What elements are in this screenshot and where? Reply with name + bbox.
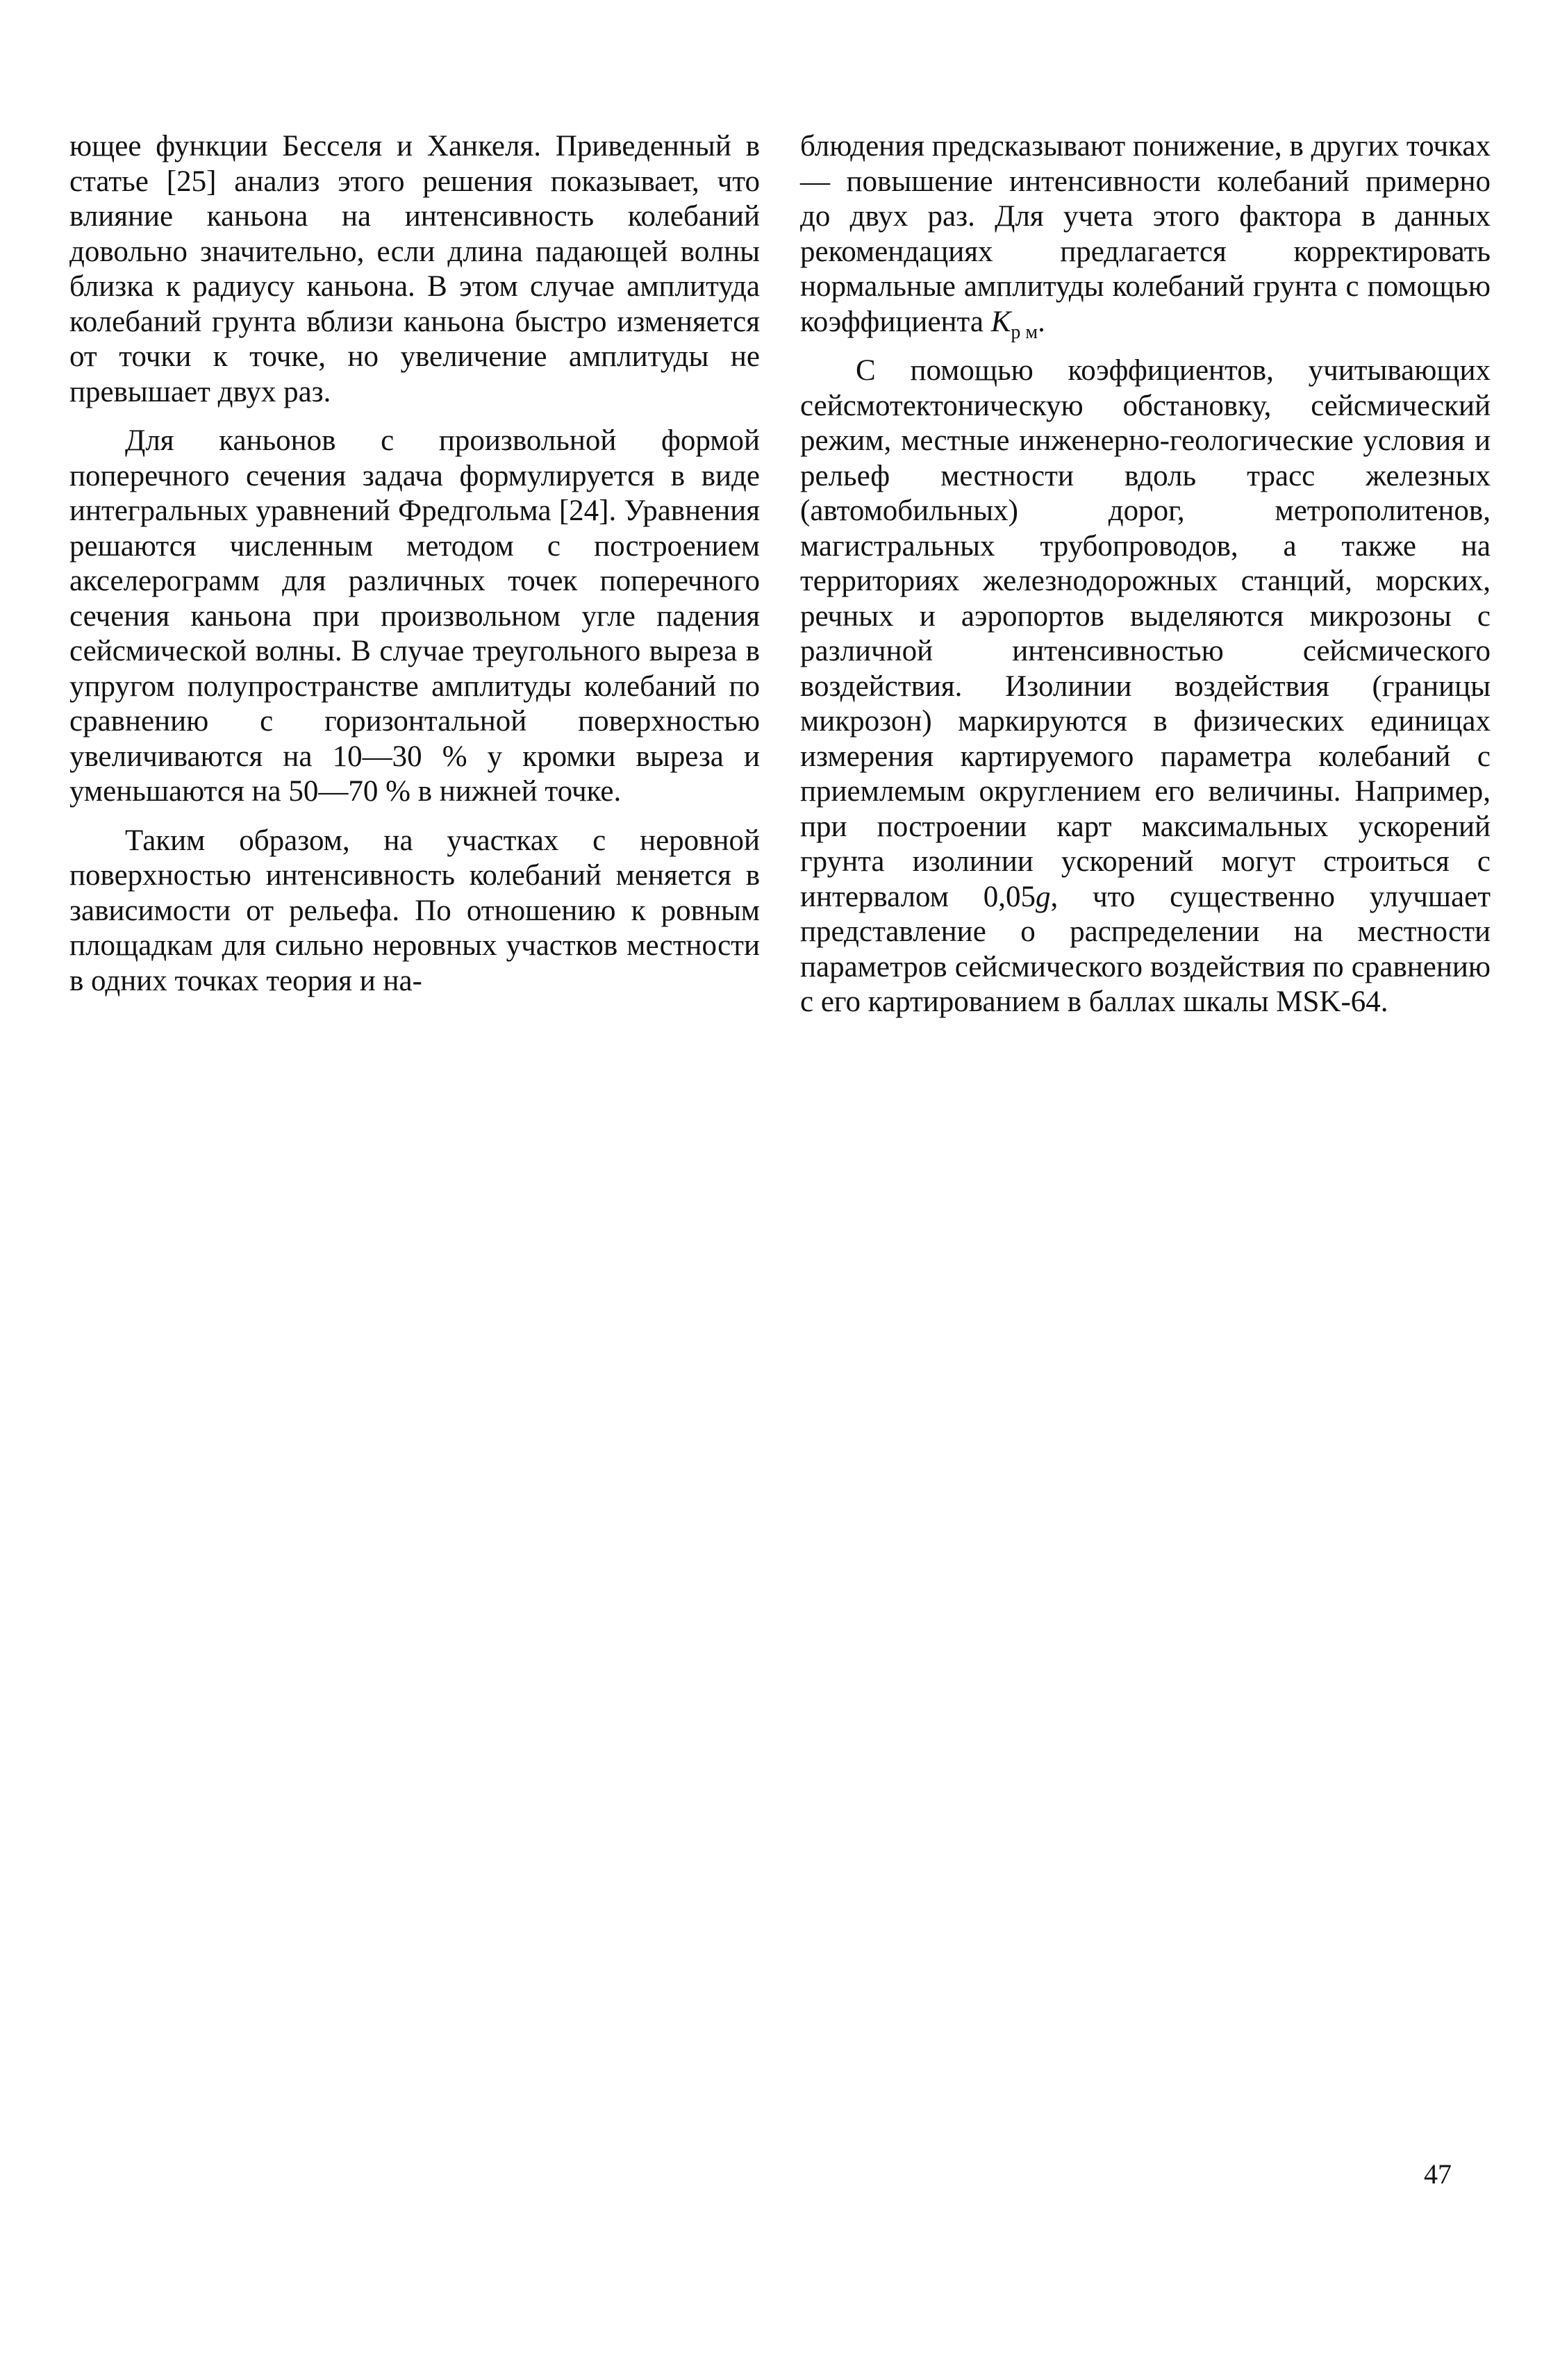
right-paragraph-1 [800,129,1491,343]
left-paragraph-3: Таким образом, на участках с неровной поверхностью интенсивность колебаний меняется в зависимости от рельефа. По отношению к ровным площадкам для сильно неровных участков местности в одних точках теория и на- [69,824,760,997]
left-column [69,129,760,1013]
left-paragraph-2: Для каньонов с произвольной формой поперечного сечения задача формулируется в виде интегральных уравнений Фредгольма [24]. Уравнения решаются численным методом с построением акселерограмм для различных точек поперечного сечения каньона при произвольном угле падения сейсмической волны. В случае треугольного выреза в упругом полупространстве амплитуды колебаний по сравнению с горизонтальной поверхностью увеличиваются на 10—30 % у кромки выреза и уменьшаются на 50—70 % в нижней точке. [69,424,760,808]
right-paragraph-2-text-b: , что существенно улучшает представление о распределении на местности параметров сейсмического воздействия по сравнению с его картированием в баллах шкалы MSK-64. [800,880,1491,1018]
left-paragraph-1: ющее функции Бесселя и Ханкеля. Приведенный в статье [25] анализ этого решения показывает, что влияние каньона на интенсивность колебаний довольно значительно, если длина падающей волны близка к радиусу каньона. В этом случае амплитуда колебаний грунта вблизи каньона быстро изменяется от точки к точке, но увеличение амплитуды не превышает двух раз. [69,130,760,408]
gravity-symbol: g [1035,880,1051,913]
coefficient-subscript: р м [1011,321,1038,343]
right-paragraph-1-text: блюдения предсказывают понижение, в других точках — повышение интенсивности колебаний примерно до двух раз. Для учета этого фактора в данных рекомендациях предлагается корректировать нормальные амплитуды колебаний грунта с помощью коэффициента [800,130,1491,338]
right-paragraph-2 [800,353,1491,1020]
page-number: 47 [1424,2158,1452,2190]
right-paragraph-2-text-a: С помощью коэффициентов, учитывающих сейсмотектоническую обстановку, сейсмический режим, местные инженерно-геологические условия и рельеф местности вдоль трасс железных (автомобильных) дорог, метрополитенов, магистральных трубопроводов, а также на территориях железнодорожных станций, морских, речных и аэропортов выделяются микрозоны с различной интенсивностью сейсмического воздействия. Изолинии воздействия (границы микрозон) маркируются в физических единицах измерения картируемого параметра колебаний с приемлемым округлением его величины. Например, при построении карт максимальных ускорений грунта изолинии ускорений могут строиться с интервалом 0,05 [800,354,1491,913]
right-column [800,129,1491,1034]
coefficient-symbol: K [990,305,1011,338]
right-paragraph-1-end: . [1038,305,1045,338]
